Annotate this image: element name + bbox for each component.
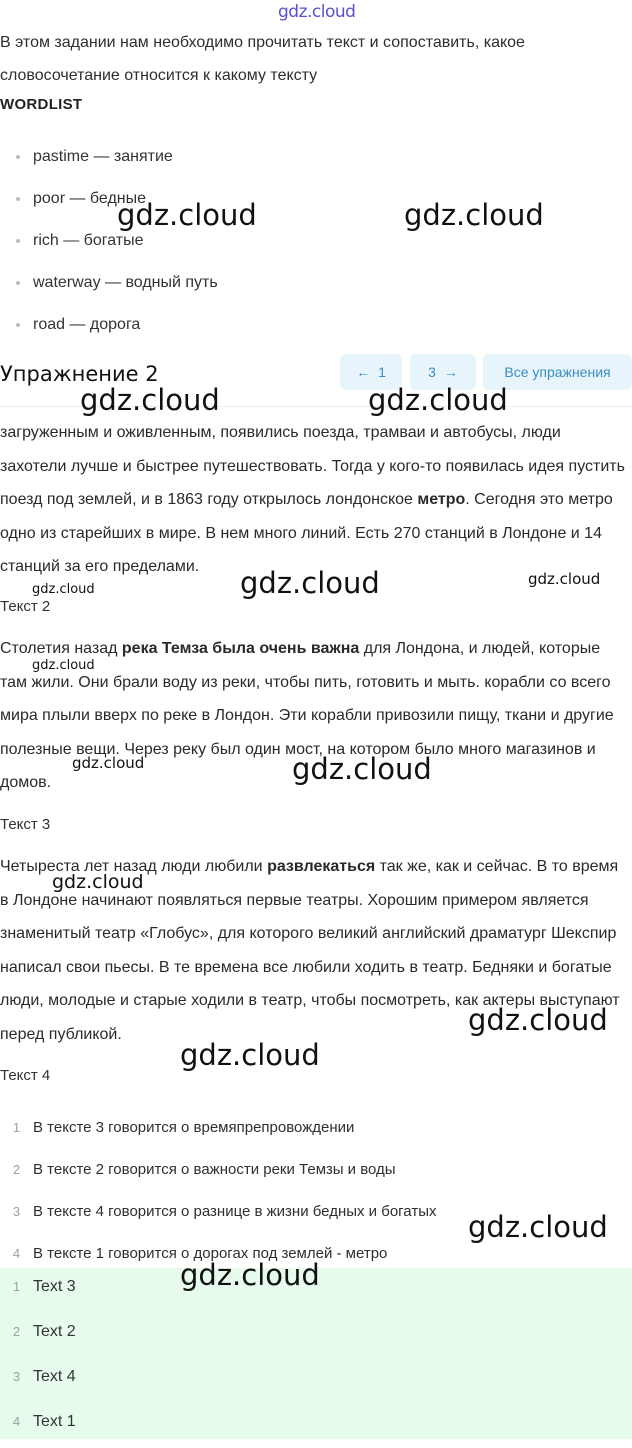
- result-item: [0, 1313, 632, 1358]
- text-2-label: Текст 2: [0, 598, 51, 615]
- watermark: gdz.cloud: [240, 566, 380, 600]
- answer-number: 3: [12, 1204, 21, 1219]
- text-3-label: Текст 3: [0, 816, 51, 833]
- watermark: gdz.cloud: [368, 383, 508, 417]
- text-1-bold: метро: [417, 491, 466, 508]
- watermark: gdz.cloud: [32, 582, 95, 597]
- watermark: gdz.cloud: [52, 871, 144, 893]
- answer-item: [0, 1110, 436, 1152]
- wordlist-title: WORDLIST: [0, 96, 83, 113]
- text-2-start: Столетия назад: [0, 640, 122, 657]
- watermark: gdz.cloud: [117, 198, 257, 232]
- watermark: gdz.cloud: [180, 1038, 320, 1072]
- watermark: gdz.cloud: [528, 570, 601, 588]
- result-number: 1: [12, 1279, 21, 1294]
- text-3-bold: развлекаться: [267, 858, 376, 875]
- wordlist-item: poor — бедные: [0, 180, 218, 222]
- prev-exercise-label: 1: [378, 364, 386, 380]
- result-item: [0, 1403, 632, 1448]
- text-4-label: Текст 4: [0, 1067, 51, 1084]
- watermark: gdz.cloud: [468, 1003, 608, 1037]
- arrow-right-icon: →: [443, 364, 458, 380]
- watermark: gdz.cloud: [180, 1258, 320, 1292]
- result-number: 3: [12, 1369, 21, 1384]
- answer-number: 2: [12, 1162, 21, 1177]
- wordlist-item: waterway — водный путь: [0, 264, 218, 306]
- watermark: gdz.cloud: [292, 752, 432, 786]
- text-2-bold: река Темза была очень важна: [121, 640, 360, 657]
- answer-text: В тексте 2 говорится о важности реки Темзы и воды: [33, 1161, 396, 1178]
- watermark: gdz.cloud: [72, 754, 145, 772]
- wordlist-item: road — дорога: [0, 306, 218, 348]
- text-3-start: Четыреста лет назад люди любили: [0, 858, 268, 875]
- answer-number: 1: [12, 1120, 21, 1135]
- result-text: Text 3: [33, 1278, 76, 1295]
- result-text: Text 4: [33, 1368, 76, 1385]
- text-3-end: так же, как и сейчас. В то время в Лондоне начинают появляться первые театры. Хорошим примером является знаменитый театр «Глобус», для которого великий английский драматург Шекспир написал свои пьесы. В те времена все любили ходить в театр. Бедняки и богатые люди, молодые и старые ходили в театр, чтобы посмотреть, как актеры выступают перед публикой.: [0, 858, 620, 1043]
- intro-text: В этом задании нам необходимо прочитать текст и сопоставить, какое словосочетание относится к какому тексту: [0, 34, 525, 84]
- watermark: gdz.cloud: [80, 383, 220, 417]
- result-text: Text 1: [33, 1413, 76, 1430]
- answer-item: [0, 1194, 436, 1236]
- results-list: [0, 1268, 632, 1439]
- next-exercise-label: 3: [428, 364, 436, 380]
- result-text: Text 2: [33, 1323, 76, 1340]
- wordlist-item: rich — богатые: [0, 222, 218, 264]
- text-1-paragraph: [0, 416, 630, 584]
- watermark: gdz.cloud: [32, 658, 95, 673]
- answer-text: В тексте 4 говорится о разнице в жизни бедных и богатых: [33, 1203, 437, 1220]
- watermark: gdz.cloud: [404, 198, 544, 232]
- watermark: gdz.cloud: [468, 1210, 608, 1244]
- answer-number: 4: [12, 1246, 21, 1261]
- result-item: [0, 1358, 632, 1403]
- arrow-left-icon: ←: [356, 364, 371, 380]
- all-exercises-button[interactable]: Все упражнения: [483, 354, 632, 390]
- text-1-end: . Сегодня это метро одно из старейших в мире. В нем много линий. Есть 270 станций в Лондоне и 14 станций за его пределами.: [0, 491, 613, 575]
- watermark-top: gdz.cloud: [278, 2, 356, 22]
- answer-text: В тексте 3 говорится о времяпрепровождении: [33, 1119, 355, 1136]
- wordlist: [0, 138, 218, 348]
- wordlist-item: pastime — занятие: [0, 138, 218, 180]
- result-number: 2: [12, 1324, 21, 1339]
- text-1-start: загруженным и оживленным, появились поезда, трамваи и автобусы, люди захотели лучше и быстрее путешествовать. Тогда у кого-то появилась идея пустить поезд под землей, и в 1863 году открылось лондонское: [0, 424, 625, 508]
- exercise-title: Упражнение 2: [0, 362, 159, 386]
- text-2-end: для Лондона, и людей, которые там жили. Они брали воду из реки, чтобы пить, готовить и мыть. корабли со всего мира плыли вверх по реке в Лондон. Эти корабли привозили пищу, ткани и другие полезные вещи. Через реку был один мост, на котором было много магазинов и домов.: [0, 640, 614, 791]
- answer-text: В тексте 1 говорится о дорогах под землей - метро: [33, 1245, 388, 1262]
- result-number: 4: [12, 1414, 21, 1429]
- answer-item: [0, 1152, 436, 1194]
- answers-list: [0, 1110, 436, 1278]
